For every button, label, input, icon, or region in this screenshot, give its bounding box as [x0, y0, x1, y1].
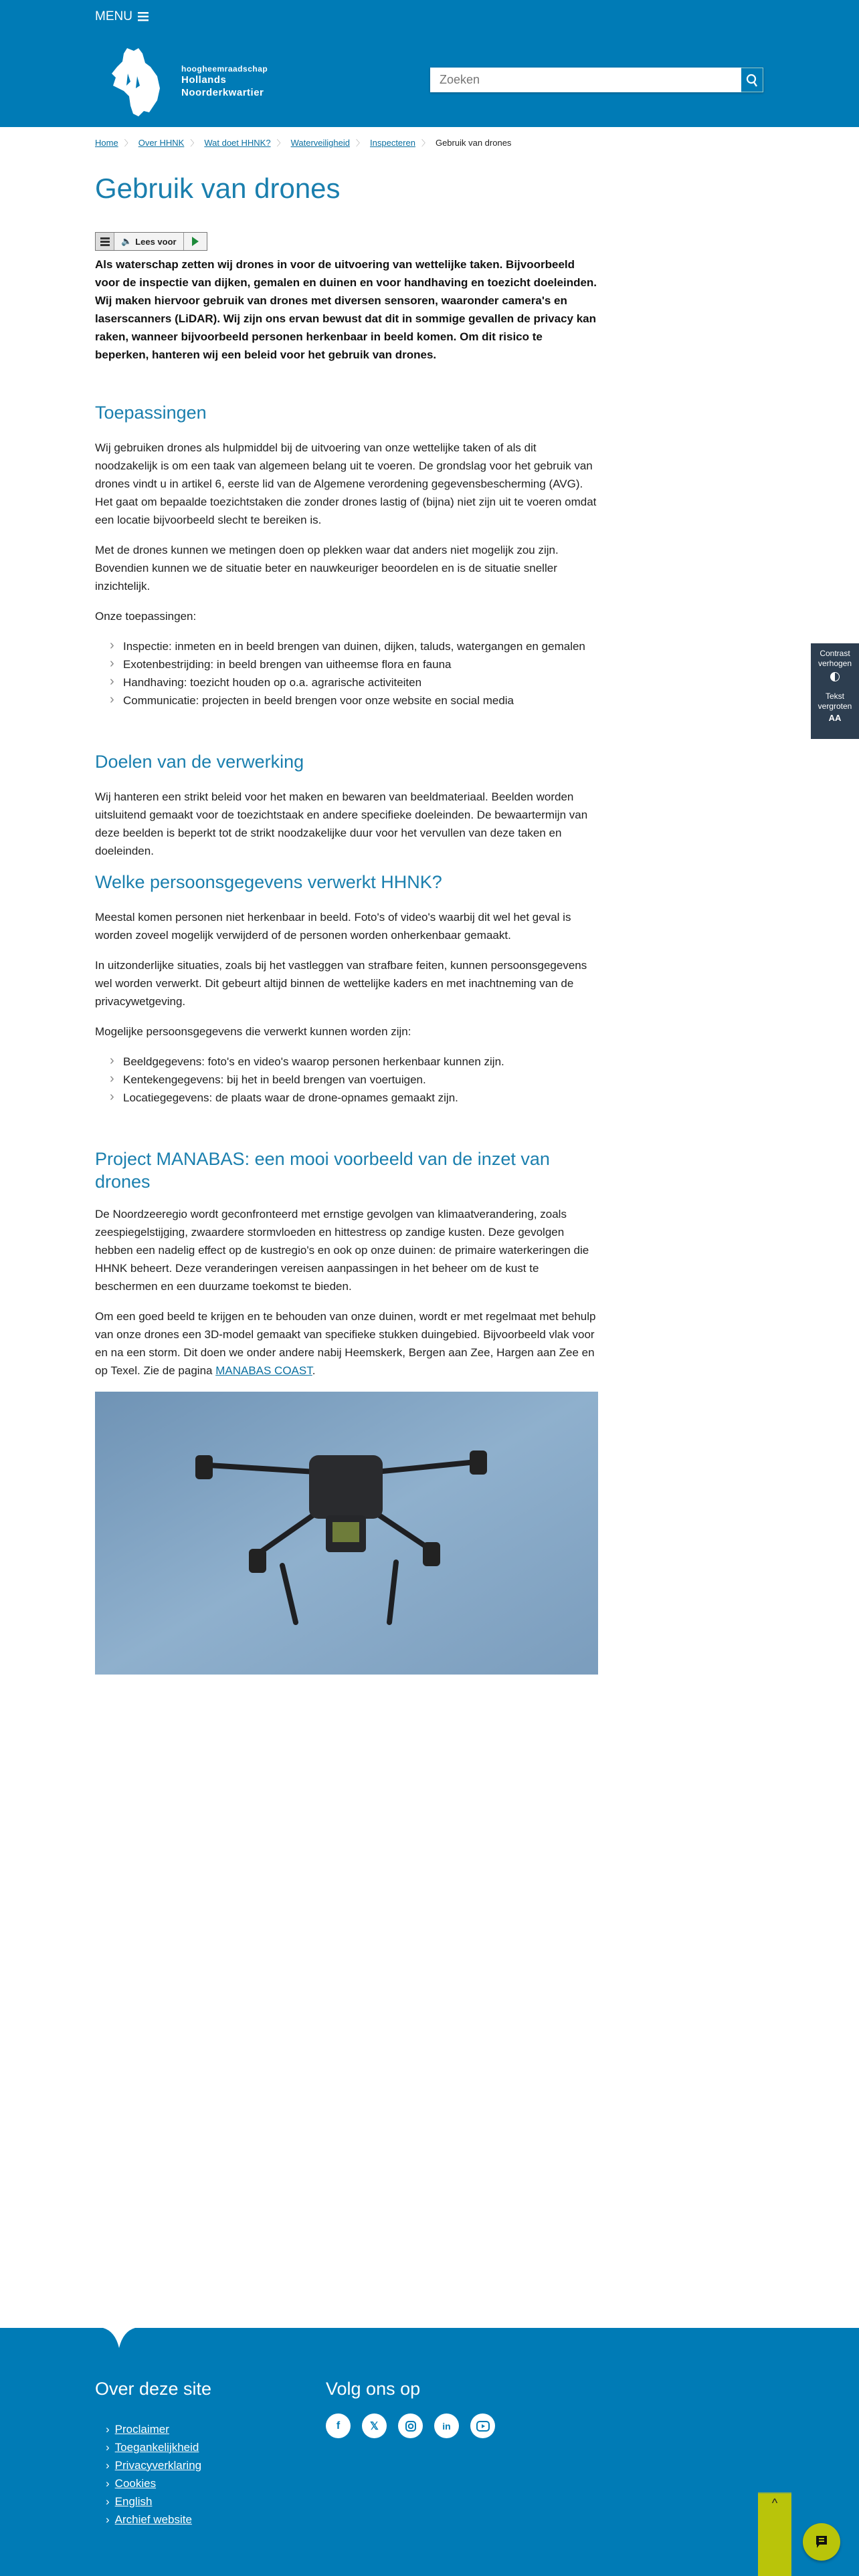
footer-link-toegankelijkheid[interactable]: Toegankelijkheid [114, 2440, 199, 2454]
accessibility-widget [811, 643, 859, 739]
section-doelen [95, 750, 598, 872]
footer-notch [103, 2328, 135, 2348]
chat-button[interactable] [803, 2523, 840, 2561]
chevron-right-icon: 〉 [276, 138, 285, 148]
chevron-right-icon: › [106, 2440, 110, 2454]
social-links [326, 2413, 495, 2438]
site-header [0, 0, 859, 127]
search-bar [430, 68, 763, 92]
contrast-label: Contrast verhogen [818, 649, 852, 668]
intro-text: Als waterschap zetten wij drones in voor de uitvoering van wettelijke taken. Bijvoorbeeld voor de inspectie van dijken, gemalen en duinen en voor handhaving en toezicht doeleinden. Wij maken hiervoor gebruik van drones met diversen sensoren, waaronder camera's en laserscanners (LiDAR). Wij zijn ons ervan bewust dat dit in sommige gevallen de privacy kan raken, wanneer bijvoorbeeld personen herkenbaar in beeld komen. Om dit risico te beperken, hanteren wij een beleid voor het gebruik van drones. [95, 258, 597, 361]
search-input[interactable] [430, 68, 741, 92]
breadcrumb-inspecteren[interactable]: Inspecteren [370, 138, 415, 148]
section-heading: Toepassingen [95, 403, 207, 423]
section-heading: Doelen van de verwerking [95, 752, 304, 772]
footer-link-item [106, 2438, 201, 2456]
breadcrumb-current: Gebruik van drones [435, 138, 512, 148]
x-icon[interactable]: 𝕏 [362, 2413, 387, 2438]
chevron-right-icon: › [106, 2476, 110, 2490]
instagram-icon[interactable] [398, 2413, 423, 2438]
footer-link-english[interactable]: English [114, 2494, 153, 2508]
paragraph: Met de drones kunnen we metingen doen op plekken waar dat anders niet mogelijk zou zijn. Bovendien kunnen we de situatie beter en nauwkeuriger beoordelen en is de situatie sneller inzichtelijk. [95, 544, 559, 593]
back-to-top-button[interactable] [758, 2492, 791, 2576]
readspeaker-widget [95, 232, 207, 251]
footer-link-item [106, 2474, 201, 2492]
manabas-coast-link[interactable]: MANABAS COAST [215, 1364, 312, 1377]
paragraph: Wij gebruiken drones als hulpmiddel bij de uitvoering van onze wettelijke taken of als dit noodzakelijk is om een taak van algemeen belang uit te voeren. De grondslag voor het gebruik van drones vindt u in artikel 6, eerste lid van de Algemene verordening gegevensbescherming (AVG). Het gaat om bepaalde toezichtstaken die zonder drones lastig of (bijna) niet zijn uit te voeren omdat een locatie bijvoorbeeld slecht te bereiken is. [95, 441, 597, 526]
facebook-icon[interactable]: f [326, 2413, 351, 2438]
contrast-icon [830, 671, 840, 682]
footer-link-cookies[interactable]: Cookies [114, 2476, 157, 2490]
breadcrumb-home[interactable]: Home [95, 138, 118, 148]
paragraph: Wij hanteren een strikt beleid voor het maken en bewaren van beeldmateriaal. Beelden worden uitsluitend gemaakt voor de toezichtstaak en andere specifieke doeleinden. De bewaartermijn van deze beelden is beperkt tot de strikt noodzakelijke duur voor het vervullen van deze taken en doeleinden. [95, 790, 588, 857]
readspeaker-menu-button[interactable] [96, 233, 114, 250]
list-item: › Communicatie: projecten in beeld brengen voor onze website en social media [110, 691, 598, 710]
readspeaker-listen-button[interactable] [114, 233, 184, 250]
footer-link-item [106, 2456, 201, 2474]
footer-link-item [106, 2492, 201, 2510]
chevron-right-icon: › [106, 2494, 110, 2508]
section-heading: Welke persoonsgegevens verwerkt HHNK? [95, 872, 442, 892]
play-button[interactable] [184, 233, 207, 250]
chevron-right-icon: › [106, 2512, 110, 2526]
persoonsgegevens-list [95, 1053, 598, 1107]
footer-link-item [106, 2510, 201, 2529]
paragraph [95, 1307, 598, 1380]
chevron-right-icon: › [106, 2422, 110, 2436]
paragraph: Meestal komen personen niet herkenbaar in beeld. Foto's of video's waarbij dit wel het geval is worden zoveel mogelijk verwijderd of de personen worden onherkenbaar gemaakt. [95, 911, 571, 942]
list-item: › Inspectie: inmeten en in beeld brengen van duinen, dijken, taluds, watergangen en gemalen [110, 637, 598, 655]
hamburger-icon [100, 237, 110, 246]
paragraph-text: Om een goed beeld te krijgen en te behouden van onze duinen, wordt er met regelmaat met behulp van onze drones een 3D-model gemaakt van specifieke stukken duingebied. Bijvoorbeeld vlak voor en na een storm. Dit doen we onder andere nabij Heemskerk, Bergen aan Zee, Hargen aan Zee en op Texel. Zie de pagina [95, 1310, 596, 1377]
list-item: › Kentekengegevens: bij het in beeld brengen van voertuigen. [110, 1071, 598, 1089]
search-icon [746, 74, 758, 87]
lion-logo-icon [110, 47, 169, 116]
section-heading: Project MANABAS: een mooi voorbeeld van de inzet van drones [95, 1149, 550, 1192]
section-manabas [95, 1148, 598, 1675]
list-item: › Beeldgegevens: foto's en video's waarop personen herkenbaar kunnen zijn. [110, 1053, 598, 1071]
chevron-up-icon: ^ [771, 2496, 778, 2510]
paragraph: Mogelijke persoonsgegevens die verwerkt kunnen worden zijn: [95, 1025, 411, 1038]
footer-about-heading: Over deze site [95, 2379, 212, 2399]
logo-line: Noorderkwartier [181, 86, 264, 98]
footer-links [106, 2420, 201, 2529]
section-toepassingen [95, 401, 598, 710]
hamburger-icon [138, 12, 149, 21]
footer-link-item [106, 2420, 201, 2438]
paragraph-end: . [312, 1364, 316, 1377]
search-button[interactable] [741, 68, 763, 92]
breadcrumb-over-hhnk[interactable]: Over HHNK [138, 138, 185, 148]
chat-icon [815, 2535, 828, 2549]
footer-link-proclaimer[interactable]: Proclaimer [114, 2422, 169, 2436]
footer-link-archief[interactable]: Archief website [114, 2512, 192, 2526]
paragraph: Onze toepassingen: [95, 610, 197, 623]
list-item: › Locatiegegevens: de plaats waar de drone-opnames gemaakt zijn. [110, 1089, 598, 1107]
logo[interactable] [110, 47, 291, 116]
speaker-icon: 🔈 [121, 236, 132, 246]
readspeaker-label: Lees voor [135, 236, 177, 247]
footer-follow-heading: Volg ons op [326, 2379, 421, 2399]
text-size-label: Tekst vergroten [818, 691, 852, 711]
page-title: Gebruik van drones [95, 173, 341, 204]
menu-label: MENU [95, 9, 132, 23]
logo-line: Hollands [181, 74, 227, 86]
chevron-right-icon: 〉 [356, 138, 365, 148]
list-item: › Handhaving: toezicht houden op o.a. agrarische activiteiten [110, 673, 598, 691]
menu-button[interactable] [95, 9, 149, 24]
text-size-button[interactable] [811, 691, 859, 723]
footer-link-privacy[interactable]: Privacyverklaring [114, 2458, 202, 2472]
drone-photo [95, 1392, 598, 1675]
site-footer [0, 2328, 859, 2576]
text-size-icon: AA [828, 713, 842, 723]
breadcrumb [95, 137, 511, 148]
list-item: › Exotenbestrijding: in beeld brengen van uitheemse flora en fauna [110, 655, 598, 673]
chevron-right-icon: 〉 [190, 138, 199, 148]
chevron-right-icon: 〉 [124, 138, 132, 148]
section-persoonsgegevens [95, 871, 598, 1107]
chevron-right-icon: 〉 [421, 138, 430, 148]
logo-line: hoogheemraadschap [181, 64, 268, 74]
toepassingen-list [95, 637, 598, 710]
contrast-button[interactable] [811, 649, 859, 687]
youtube-icon[interactable] [470, 2413, 495, 2438]
play-icon [192, 237, 199, 246]
breadcrumb-wat-doet-hhnk[interactable]: Wat doet HHNK? [204, 138, 271, 148]
linkedin-icon[interactable]: in [434, 2413, 459, 2438]
chevron-right-icon: › [106, 2458, 110, 2472]
paragraph: In uitzonderlijke situaties, zoals bij het vastleggen van strafbare feiten, kunnen persoonsgegevens wel worden verwerkt. Dit gebeurt altijd binnen de wettelijke kaders en met inachtneming van de privacywetgeving. [95, 959, 587, 1008]
breadcrumb-waterveiligheid[interactable]: Waterveiligheid [290, 138, 350, 148]
paragraph: De Noordzeeregio wordt geconfronteerd met ernstige gevolgen van klimaatverandering, zoals zeespiegelstijging, zwaardere stormvloeden en hittestress op zandige kusten. Deze gevolgen hebben een nadelig effect op de kustregio's en ook op onze duinen: de primaire waterkeringen die HHNK beheert. Deze veranderingen vereisen aanpassingen in het beheer om de kust te beschermen en een duurzame toekomst te bieden. [95, 1208, 589, 1293]
logo-text [181, 64, 268, 100]
